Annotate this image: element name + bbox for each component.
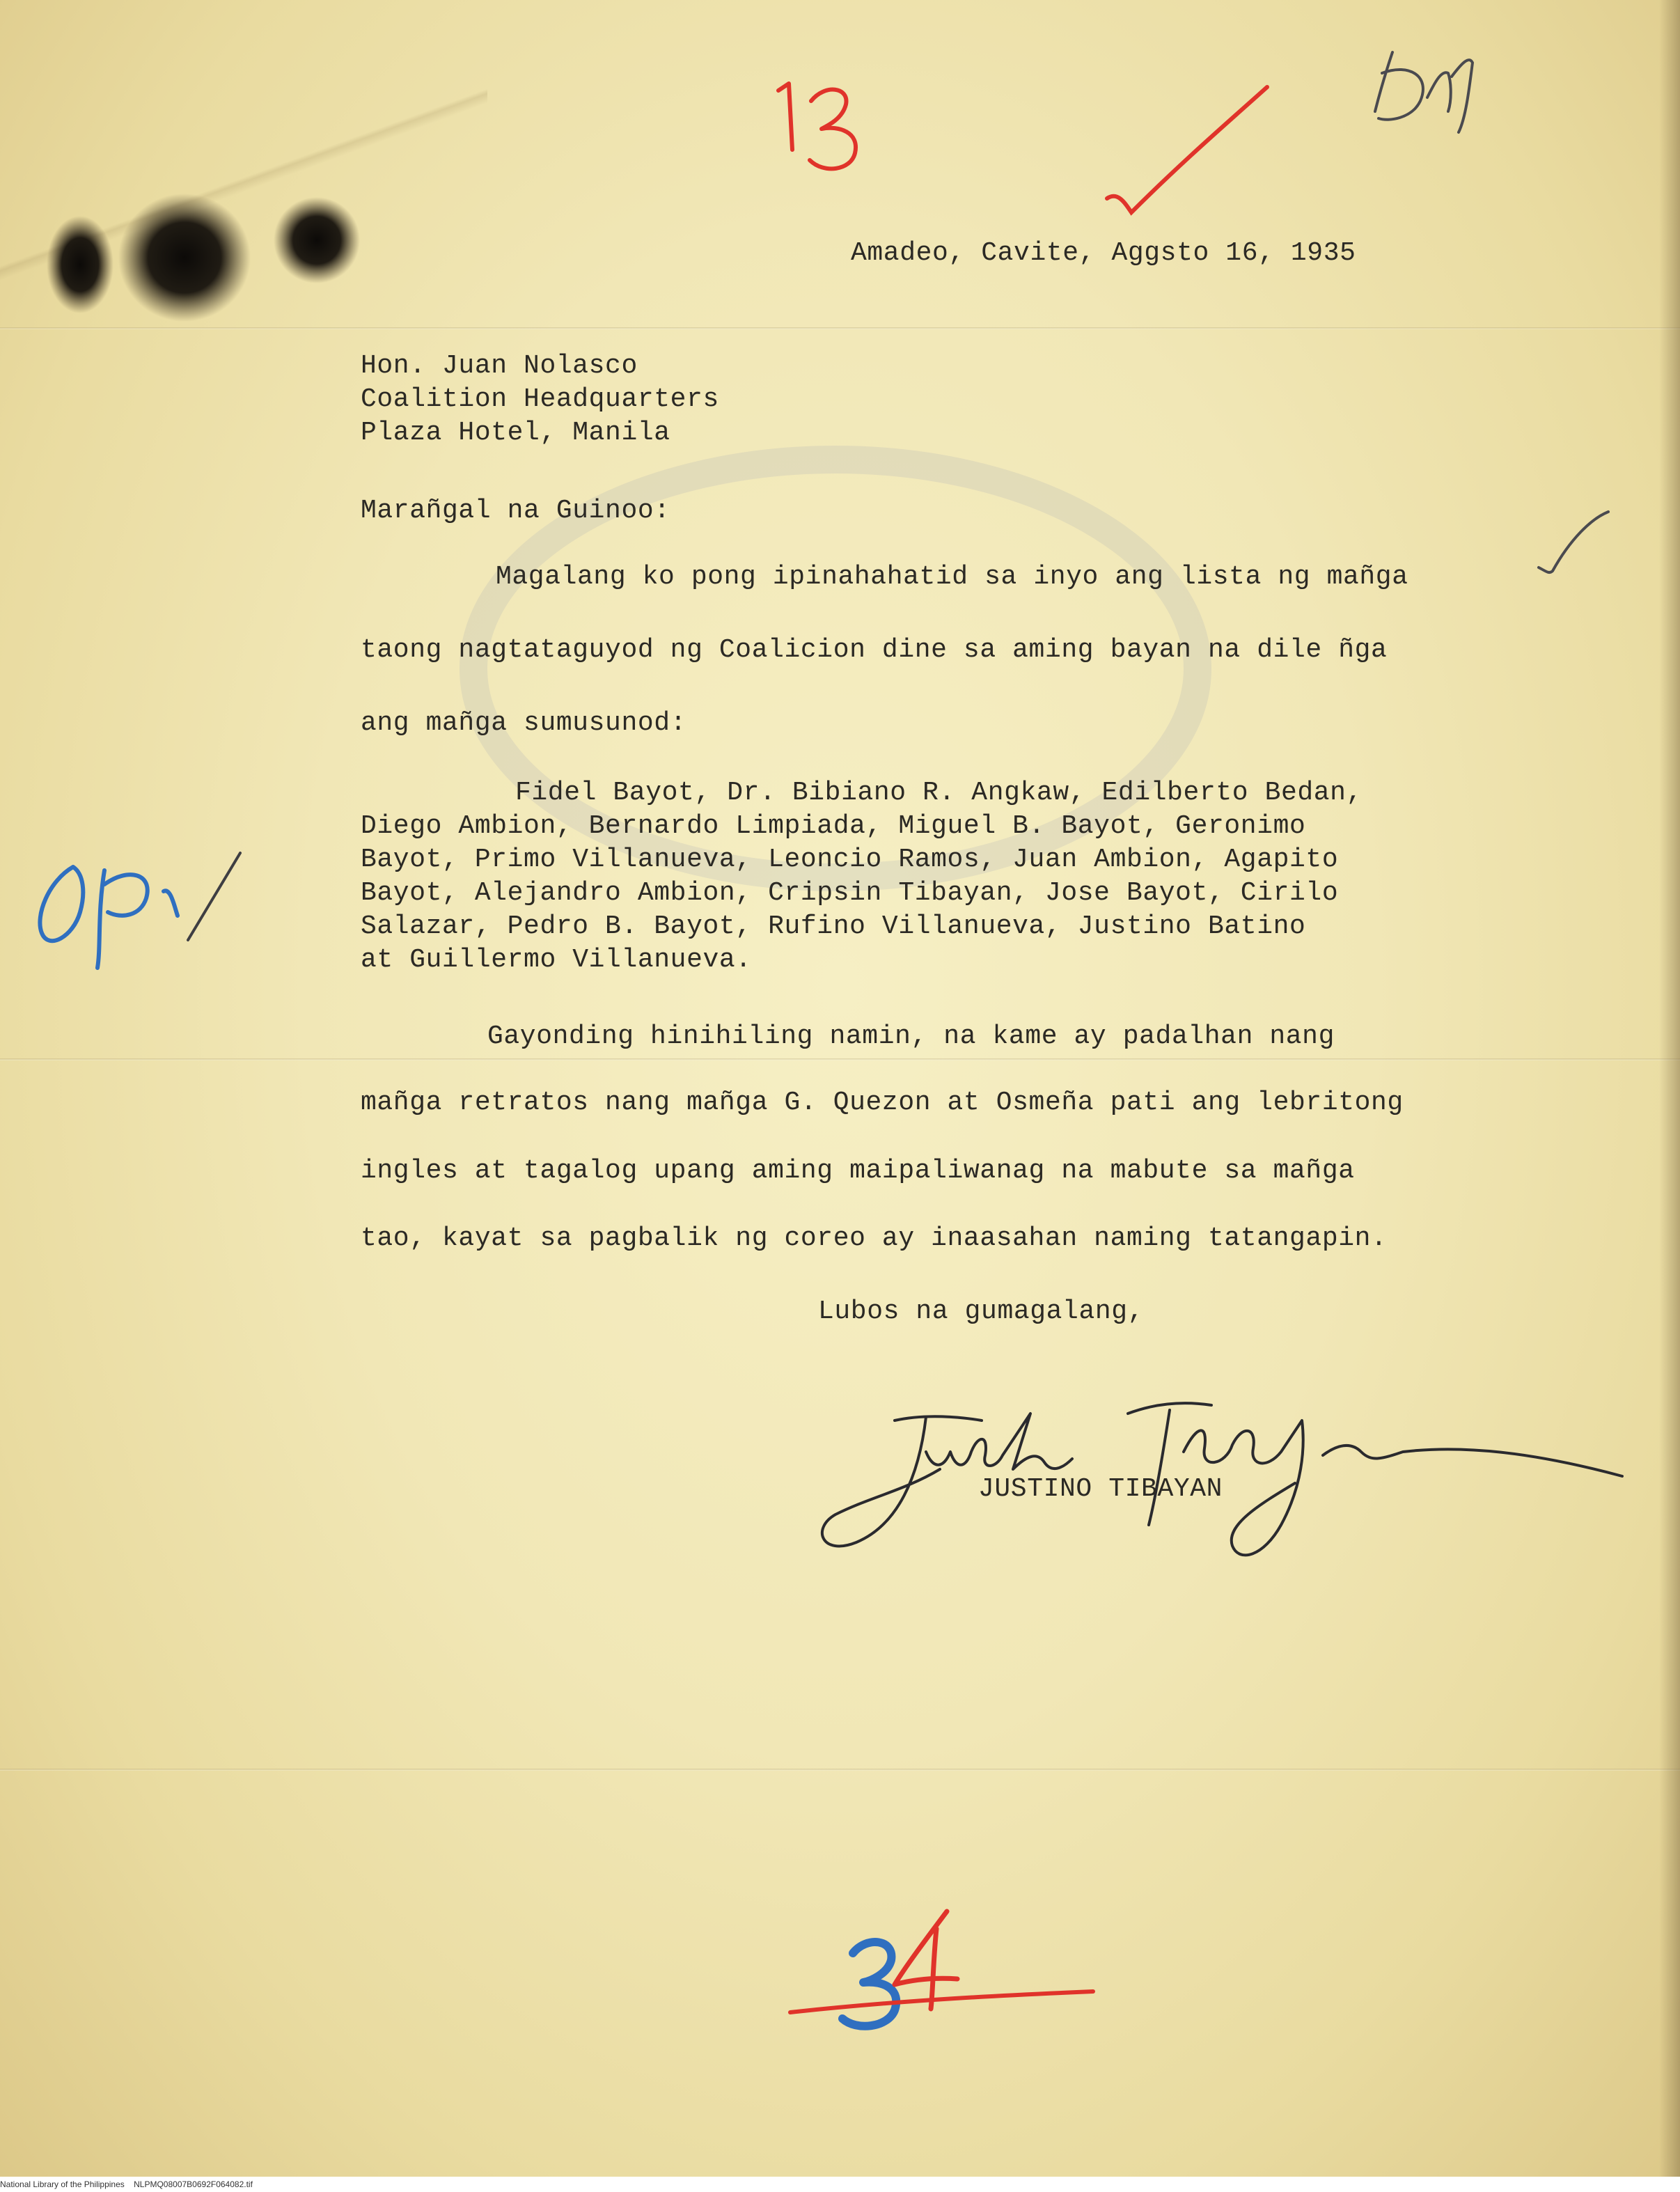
names-line: Salazar, Pedro B. Bayot, Rufino Villanueva, Justino Batino xyxy=(361,911,1306,941)
archive-footer xyxy=(0,2177,1680,2192)
recipient-line: Coalition Headquarters xyxy=(361,384,719,414)
body-line: ingles at tagalog upang aming maipaliwanag na mabute sa mañga xyxy=(361,1156,1355,1186)
body-line: ang mañga sumusunod: xyxy=(361,708,687,738)
names-line: at Guillermo Villanueva. xyxy=(361,945,752,975)
body-line: tao, kayat sa pagbalik ng coreo ay inaasahan naming tatangapin. xyxy=(361,1223,1388,1253)
bottom-number xyxy=(790,1911,1093,2026)
recipient-line: Hon. Juan Nolasco xyxy=(361,351,638,381)
recipient-line: Plaza Hotel, Manila xyxy=(361,418,670,448)
blue-marginal-note xyxy=(40,867,178,968)
dateline: Amadeo, Cavite, Aggsto 16, 1935 xyxy=(851,238,1356,268)
footer-filename: NLPMQ08007B0692F064082.tif xyxy=(134,2179,253,2189)
names-line: Bayot, Alejandro Ambion, Cripsin Tibayan, Jose Bayot, Cirilo xyxy=(361,878,1339,908)
graphite-check-mark xyxy=(1539,512,1608,572)
red-check-mark xyxy=(1107,87,1267,212)
names-line: Fidel Bayot, Dr. Bibiano R. Angkaw, Edilberto Bedan, xyxy=(515,778,1363,808)
graphite-initials xyxy=(1375,52,1473,132)
names-line: Bayot, Primo Villanueva, Leoncio Ramos, Juan Ambion, Agapito xyxy=(361,845,1339,875)
closing: Lubos na gumagalang, xyxy=(818,1297,1145,1326)
footer-source: National Library of the Philippines xyxy=(0,2179,125,2189)
body-line: Gayonding hinihiling namin, na kame ay padalhan nang xyxy=(487,1021,1335,1051)
signatory-name: JUSTINO TIBAYAN xyxy=(978,1474,1223,1504)
body-line: Magalang ko pong ipinahahatid sa inyo ang lista ng mañga xyxy=(496,562,1408,592)
salutation: Marañgal na Guinoo: xyxy=(361,496,670,526)
names-line: Diego Ambion, Bernardo Limpiada, Miguel B. Bayot, Geronimo xyxy=(361,811,1306,841)
body-line: mañga retratos nang mañga G. Quezon at Osmeña pati ang lebritong xyxy=(361,1088,1404,1118)
red-number-13 xyxy=(778,84,856,169)
body-line: taong nagtataguyod ng Coalicion dine sa aming bayan na dile ñga xyxy=(361,635,1388,665)
graphite-slash xyxy=(188,853,240,940)
